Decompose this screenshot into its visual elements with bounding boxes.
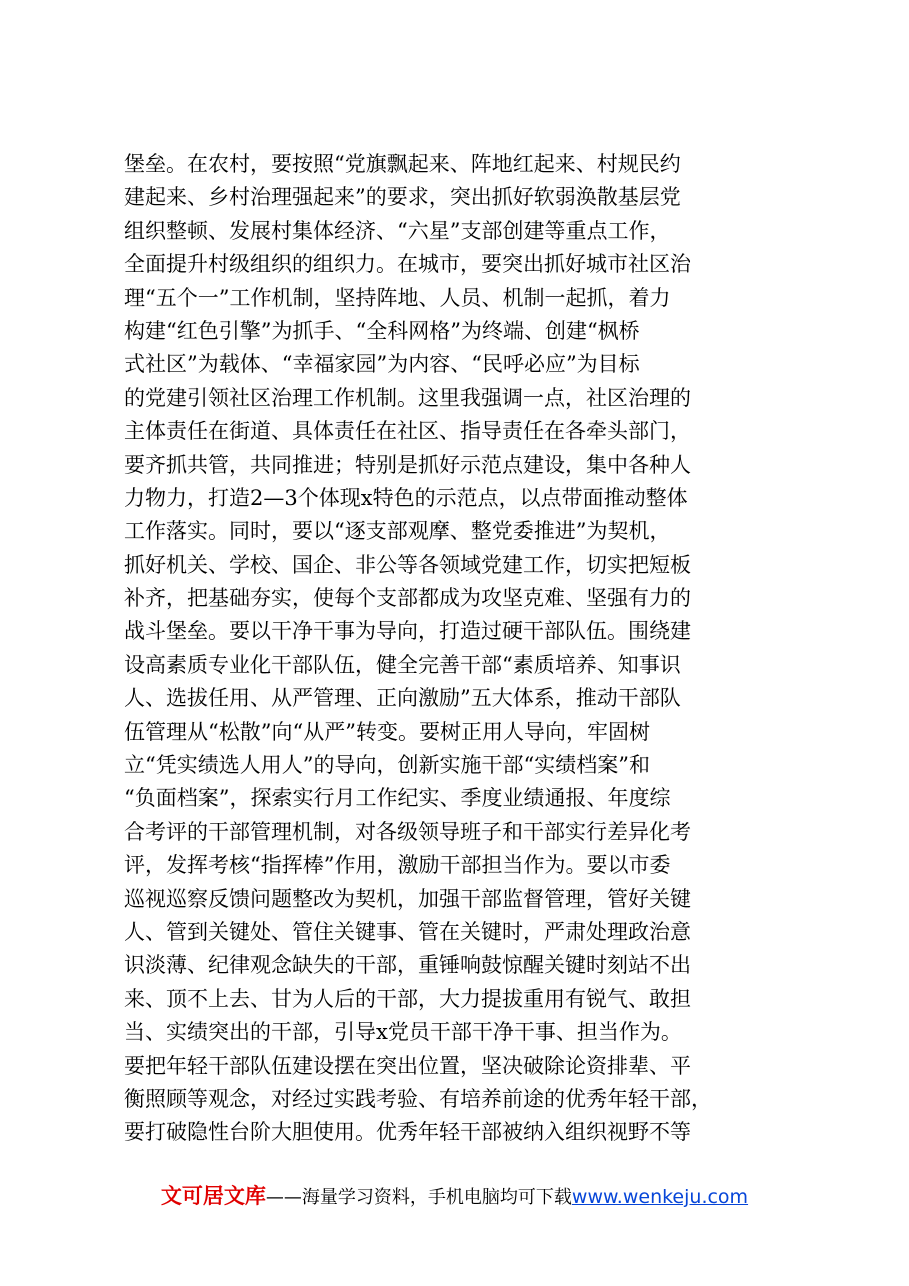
text-line: 合考评的干部管理机制，对各级领导班子和干部实行差异化考 (124, 819, 691, 844)
text-line: 评，发挥考核“指挥棒”作用，激励干部担当作为。要以市委 (124, 853, 671, 878)
text-line: 巡视巡察反馈问题整改为契机，加强干部监督管理，管好关键 (124, 886, 691, 911)
footer-banner (0, 1180, 909, 1210)
text-line: 来、顶不上去、甘为人后的干部，大力提拔重用有锐气、敢担 (124, 986, 691, 1011)
text-line: 设高素质专业化干部队伍，健全完善干部“素质培养、知事识 (124, 652, 681, 677)
text-line: 要打破隐性台阶大胆使用。优秀年轻干部被纳入组织视野不等 (124, 1120, 691, 1145)
text-line: 补齐，把基础夯实，使每个支部都成为攻坚克难、坚强有力的 (124, 586, 691, 611)
text-line: 人、选拔任用、从严管理、正向激励”五大体系，推动干部队 (124, 686, 681, 711)
text-line: 抓好机关、学校、国企、非公等各领域党建工作，切实把短板 (124, 552, 691, 577)
text-line: 构建“红色引擎”为抓手、“全科网格”为终端、创建“枫桥 (124, 318, 640, 343)
footer-website-link[interactable]: www.wenkeju.com (571, 1186, 749, 1208)
text-line: 堡垒。在农村，要按照“党旗飘起来、阵地红起来、村规民约 (124, 152, 681, 176)
text-line: 主体责任在街道、具体责任在社区、指导责任在各牵头部门， (124, 419, 691, 444)
text-line: 建起来、乡村治理强起来”的要求，突出抓好软弱涣散基层党 (124, 185, 681, 210)
text-line: 要把年轻干部队伍建设摆在突出位置，坚决破除论资排辈、平 (124, 1053, 691, 1078)
text-line: 伍管理从“松散”向“从严”转变。要树正用人导向，牢固树 (124, 719, 650, 744)
body-text (124, 148, 800, 1150)
text-line: 工作落实。同时，要以“逐支部观摩、整党委推进”为契机， (124, 519, 671, 544)
footer-brand: 文可居文库 (160, 1184, 266, 1208)
text-line: “负面档案”，探索实行月工作纪实、季度业绩通报、年度综 (124, 786, 671, 811)
text-line: 当、实绩突出的干部，引导x党员干部干净干事、担当作为。 (124, 1020, 682, 1045)
text-line: 力物力，打造2—3个体现x特色的示范点，以点带面推动整体 (124, 485, 688, 510)
text-line: 立“凭实绩选人用人”的导向，创新实施干部“实绩档案”和 (124, 753, 650, 778)
text-line: 衡照顾等观念，对经过实践考验、有培养前途的优秀年轻干部， (124, 1086, 712, 1111)
text-line: 要齐抓共管，共同推进；特别是抓好示范点建设，集中各种人 (124, 452, 691, 477)
text-line: 组织整顿、发展村集体经济、“六星”支部创建等重点工作， (124, 218, 671, 243)
text-line: 全面提升村级组织的组织力。在城市，要突出抓好城市社区治 (124, 252, 691, 277)
text-line: 人、管到关键处、管住关键事、管在关键时，严肃处理政治意 (124, 919, 691, 944)
text-line: 的党建引领社区治理工作机制。这里我强调一点，社区治理的 (124, 385, 691, 410)
text-line: 识淡薄、纪律观念缺失的干部，重锤响鼓惊醒关键时刻站不出 (124, 953, 691, 978)
text-line: 式社区”为载体、“幸福家园”为内容、“民呼必应”为目标 (124, 352, 640, 377)
footer-tagline: ——海量学习资料，手机电脑均可下载 (265, 1187, 572, 1208)
text-line: 战斗堡垒。要以干净干事为导向，打造过硬干部队伍。围绕建 (124, 619, 691, 644)
text-line: 理“五个一”工作机制，坚持阵地、人员、机制一起抓，着力 (124, 285, 671, 310)
